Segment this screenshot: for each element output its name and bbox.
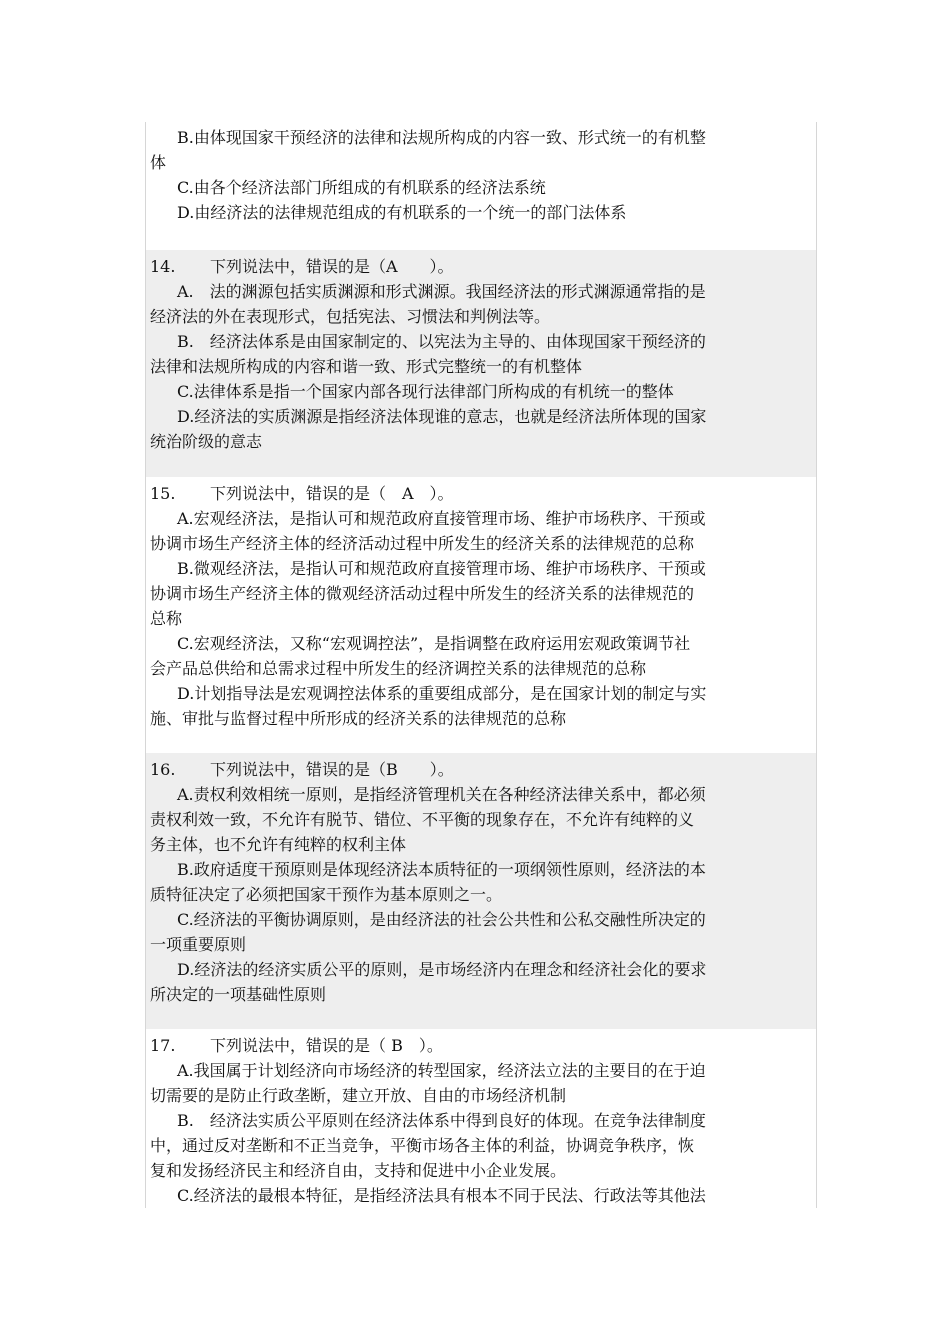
question-17 — [146, 1029, 816, 1208]
option-d-continued: 施、审批与监督过程中所形成的经济关系的法律规范的总称 — [150, 709, 567, 728]
question-text: 下列说法中，错误的是（ A ）。 — [210, 484, 454, 503]
option-b: B.微观经济法，是指认可和规范政府直接管理市场、维护市场秩序、干预或 — [177, 559, 706, 578]
option-b-continued: 中，通过反对垄断和不正当竞争，平衡市场各主体的利益，协调竞争秩序，恢 — [150, 1136, 695, 1155]
option-d-continued: 所决定的一项基础性原则 — [150, 985, 327, 1004]
option-c-continued: 一项重要原则 — [150, 935, 247, 954]
option-c-continued: 会产品总供给和总需求过程中所发生的经济调控关系的法律规范的总称 — [150, 659, 647, 678]
question-number: 15. — [150, 484, 176, 503]
option-b: B. 经济法实质公平原则在经济法体系中得到良好的体现。在竞争法律制度 — [177, 1111, 706, 1130]
option-b-continued: 总称 — [150, 609, 183, 628]
question-stem — [150, 1033, 810, 1058]
question-text: 下列说法中，错误的是（B ）。 — [210, 760, 454, 779]
question-stem — [150, 254, 810, 279]
option-d: D.经济法的经济实质公平的原则，是市场经济内在理念和经济社会化的要求 — [177, 960, 707, 979]
option-d: D.计划指导法是宏观调控法体系的重要组成部分，是在国家计划的制定与实 — [177, 684, 707, 703]
option-c: C.经济法的最根本特征，是指经济法具有根本不同于民法、行政法等其他法 — [177, 1186, 706, 1205]
question-number: 17. — [150, 1036, 176, 1055]
option-a: A. 法的渊源包括实质渊源和形式渊源。我国经济法的形式渊源通常指的是 — [177, 282, 706, 301]
option-b-continued: 复和发扬经济民主和经济自由，支持和促进中小企业发展。 — [150, 1161, 567, 1180]
option-c: C.法律体系是指一个国家内部各现行法律部门所构成的有机统一的整体 — [177, 382, 674, 401]
question-13-continued — [146, 125, 816, 225]
option-b-continued: 体 — [150, 153, 167, 172]
option-a-continued: 切需要的是防止行政垄断，建立开放、自由的市场经济机制 — [150, 1086, 567, 1105]
option-b-continued: 质特征决定了必须把国家干预作为基本原则之一。 — [150, 885, 503, 904]
option-b-continued: 协调市场生产经济主体的微观经济活动过程中所发生的经济关系的法律规范的 — [150, 584, 695, 603]
question-16 — [146, 753, 816, 1029]
question-14 — [146, 250, 816, 477]
option-a: A.责权利效相统一原则，是指经济管理机关在各种经济法律关系中，都必须 — [177, 785, 706, 804]
option-b-continued: 法律和法规所构成的内容和谐一致、形式完整统一的有机整体 — [150, 357, 583, 376]
option-d: D.由经济法的法律规范组成的有机联系的一个统一的部门法体系 — [177, 203, 627, 222]
option-d: D.经济法的实质渊源是指经济法体现谁的意志，也就是经济法所体现的国家 — [177, 407, 707, 426]
option-a: A.宏观经济法，是指认可和规范政府直接管理市场、维护市场秩序、干预或 — [177, 509, 706, 528]
option-c: C.宏观经济法，又称“宏观调控法”，是指调整在政府运用宏观政策调节社 — [177, 634, 691, 653]
option-a-continued: 责权利效一致，不允许有脱节、错位、不平衡的现象存在，不允许有纯粹的义 — [150, 810, 695, 829]
option-a-continued: 经济法的外在表现形式，包括宪法、习惯法和判例法等。 — [150, 307, 551, 326]
option-c: C.由各个经济法部门所组成的有机联系的经济法系统 — [177, 178, 546, 197]
document-page — [145, 122, 817, 1208]
option-c: C.经济法的平衡协调原则，是由经济法的社会公共性和公私交融性所决定的 — [177, 910, 706, 929]
question-text: 下列说法中，错误的是（A ）。 — [210, 257, 454, 276]
option-b: B.政府适度干预原则是体现经济法本质特征的一项纲领性原则，经济法的本 — [177, 860, 706, 879]
question-number: 14. — [150, 257, 176, 276]
option-a: A.我国属于计划经济向市场经济的转型国家，经济法立法的主要目的在于迫 — [177, 1061, 706, 1080]
question-stem — [150, 757, 810, 782]
option-a-continued: 务主体，也不允许有纯粹的权利主体 — [150, 835, 407, 854]
option-d-continued: 统治阶级的意志 — [150, 432, 263, 451]
question-stem — [150, 481, 810, 506]
question-15 — [146, 477, 816, 753]
option-b: B.由体现国家干预经济的法律和法规所构成的内容一致、形式统一的有机整 — [177, 128, 706, 147]
question-text: 下列说法中，错误的是（ B ）。 — [210, 1036, 443, 1055]
question-number: 16. — [150, 760, 176, 779]
option-b: B. 经济法体系是由国家制定的、以宪法为主导的、由体现国家干预经济的 — [177, 332, 706, 351]
option-a-continued: 协调市场生产经济主体的经济活动过程中所发生的经济关系的法律规范的总称 — [150, 534, 695, 553]
